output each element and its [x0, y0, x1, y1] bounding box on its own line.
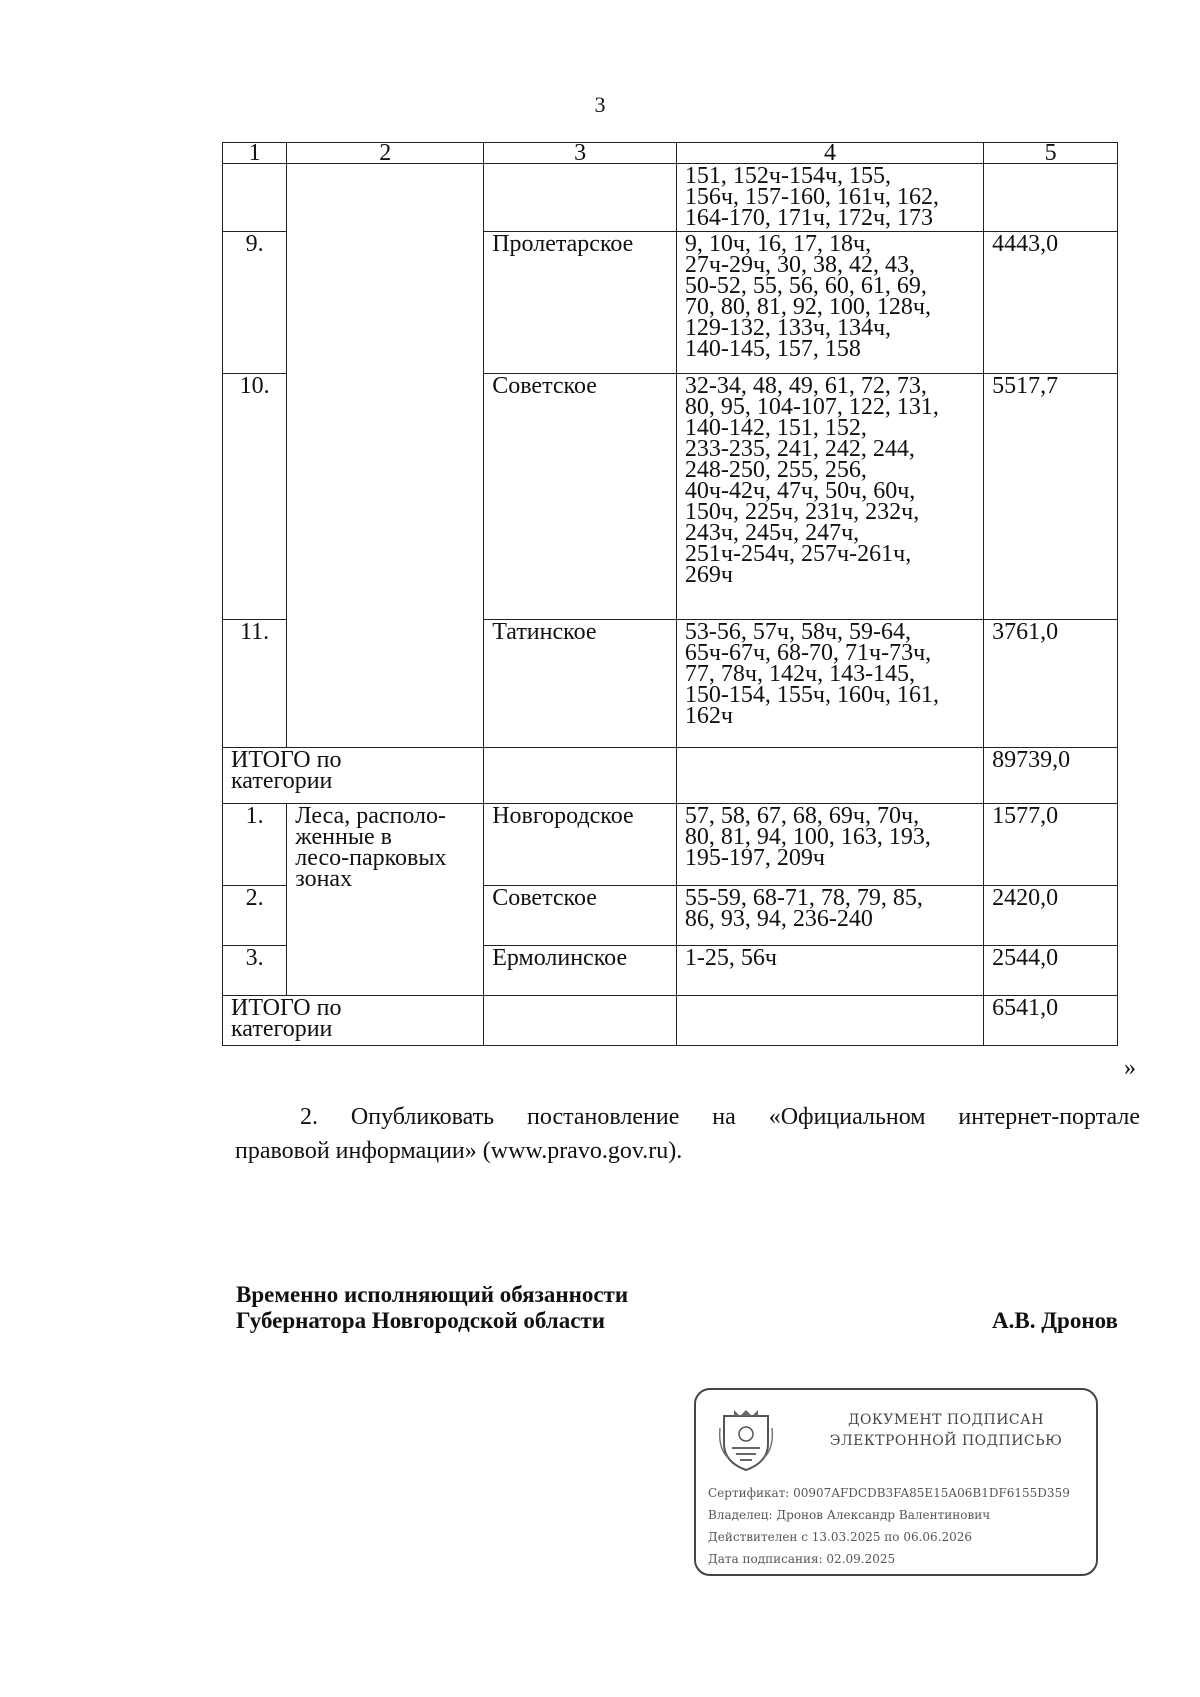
- closing-quote: »: [1124, 1055, 1136, 1081]
- forestry-cell: Пролетарское: [484, 232, 677, 374]
- coat-of-arms-icon: [718, 1408, 774, 1472]
- category-cell: Леса, располо- женные в лесо-парковых зонах: [287, 804, 484, 996]
- signatory-name: А.В. Дронов: [992, 1308, 1118, 1333]
- stamp-title: ДОКУМЕНТ ПОДПИСАН: [848, 1412, 1044, 1428]
- forestry-cell: Новгородское: [484, 804, 677, 886]
- row-number: 1.: [223, 804, 287, 886]
- quarters-cell: 57, 58, 67, 68, 69ч, 70ч, 80, 81, 94, 100, 163, 193, 195-197, 209ч: [676, 804, 983, 886]
- area-cell: 2420,0: [984, 886, 1118, 946]
- empty-cell: [484, 996, 677, 1046]
- publish-paragraph: [235, 1100, 1140, 1168]
- row-number: [223, 164, 287, 232]
- page-number: 3: [594, 92, 606, 117]
- stamp-title: ЭЛЕКТРОННОЙ ПОДПИСЬЮ: [829, 1433, 1063, 1449]
- stamp-valid: Действителен с 13.03.2025 по 06.06.2026: [708, 1530, 973, 1544]
- stamp-signed-date: Дата подписания: 02.09.2025: [708, 1552, 896, 1566]
- total-label: ИТОГО по категории: [223, 996, 484, 1046]
- forestry-cell: Татинское: [484, 620, 677, 748]
- empty-cell: [676, 748, 983, 804]
- header-cell: 2: [287, 143, 484, 164]
- electronic-signature-stamp: [694, 1388, 1098, 1576]
- area-cell: 5517,7: [984, 374, 1118, 620]
- area-cell: 4443,0: [984, 232, 1118, 374]
- header-cell: 3: [484, 143, 677, 164]
- quarters-cell: 32-34, 48, 49, 61, 72, 73, 80, 95, 104-107, 122, 131, 140-142, 151, 152, 233-235, 241, 242, 244, 248-250, 255, 256, 40ч-42ч, 47ч, 50ч, 60ч, 150ч, 225ч, 231ч, 232ч, 243ч, 245ч, 247ч, 251ч-254ч, 257ч-261ч, 269ч: [676, 374, 983, 620]
- forestry-cell: Советское: [484, 374, 677, 620]
- paragraph-line: правовой информации» (www.pravo.gov.ru).: [235, 1138, 683, 1164]
- position-line: Губернатора Новгородской области: [236, 1308, 605, 1333]
- row-number: 2.: [223, 886, 287, 946]
- stamp-owner: Владелец: Дронов Александр Валентинович: [708, 1508, 991, 1522]
- forestry-cell: Советское: [484, 886, 677, 946]
- table-row: [223, 804, 1118, 886]
- quarters-cell: 1-25, 56ч: [676, 946, 983, 996]
- quarters-cell: 55-59, 68-71, 78, 79, 85, 86, 93, 94, 236-240: [676, 886, 983, 946]
- quarters-cell: 9, 10ч, 16, 17, 18ч, 27ч-29ч, 30, 38, 42, 43, 50-52, 55, 56, 60, 61, 69, 70, 80, 81, 92, 100, 128ч, 129-132, 133ч, 134ч, 140-145, 157, 158: [676, 232, 983, 374]
- empty-cell: [484, 748, 677, 804]
- table-row: [223, 164, 1118, 232]
- position-line: Временно исполняющий обязанности: [236, 1282, 629, 1307]
- header-cell: 5: [984, 143, 1118, 164]
- quarters-cell: 151, 152ч-154ч, 155, 156ч, 157-160, 161ч, 162, 164-170, 171ч, 172ч, 173: [676, 164, 983, 232]
- category-cell: [287, 164, 484, 748]
- total-area: 6541,0: [984, 996, 1118, 1046]
- stamp-certificate: Сертификат: 00907AFDCDB3FA85E15A06B1DF6155D359: [708, 1486, 1070, 1500]
- area-cell: [984, 164, 1118, 232]
- row-number: 3.: [223, 946, 287, 996]
- signatory-position: [236, 1282, 628, 1334]
- row-number: 10.: [223, 374, 287, 620]
- paragraph-line: 2. Опубликовать постановление на «Официальном интернет-портале: [300, 1104, 1140, 1130]
- row-number: 11.: [223, 620, 287, 748]
- total-area: 89739,0: [984, 748, 1118, 804]
- total-row: [223, 996, 1118, 1046]
- table-header-row: [223, 143, 1118, 164]
- area-cell: 3761,0: [984, 620, 1118, 748]
- quarters-cell: 53-56, 57ч, 58ч, 59-64, 65ч-67ч, 68-70, 71ч-73ч, 77, 78ч, 142ч, 143-145, 150-154, 155ч, 160ч, 161, 162ч: [676, 620, 983, 748]
- area-cell: 2544,0: [984, 946, 1118, 996]
- row-number: 9.: [223, 232, 287, 374]
- forestry-cell: [484, 164, 677, 232]
- empty-cell: [676, 996, 983, 1046]
- forest-table: [222, 142, 1118, 1046]
- total-row: [223, 748, 1118, 804]
- header-cell: 1: [223, 143, 287, 164]
- area-cell: 1577,0: [984, 804, 1118, 886]
- total-label: ИТОГО по категории: [223, 748, 484, 804]
- forestry-cell: Ермолинское: [484, 946, 677, 996]
- header-cell: 4: [676, 143, 983, 164]
